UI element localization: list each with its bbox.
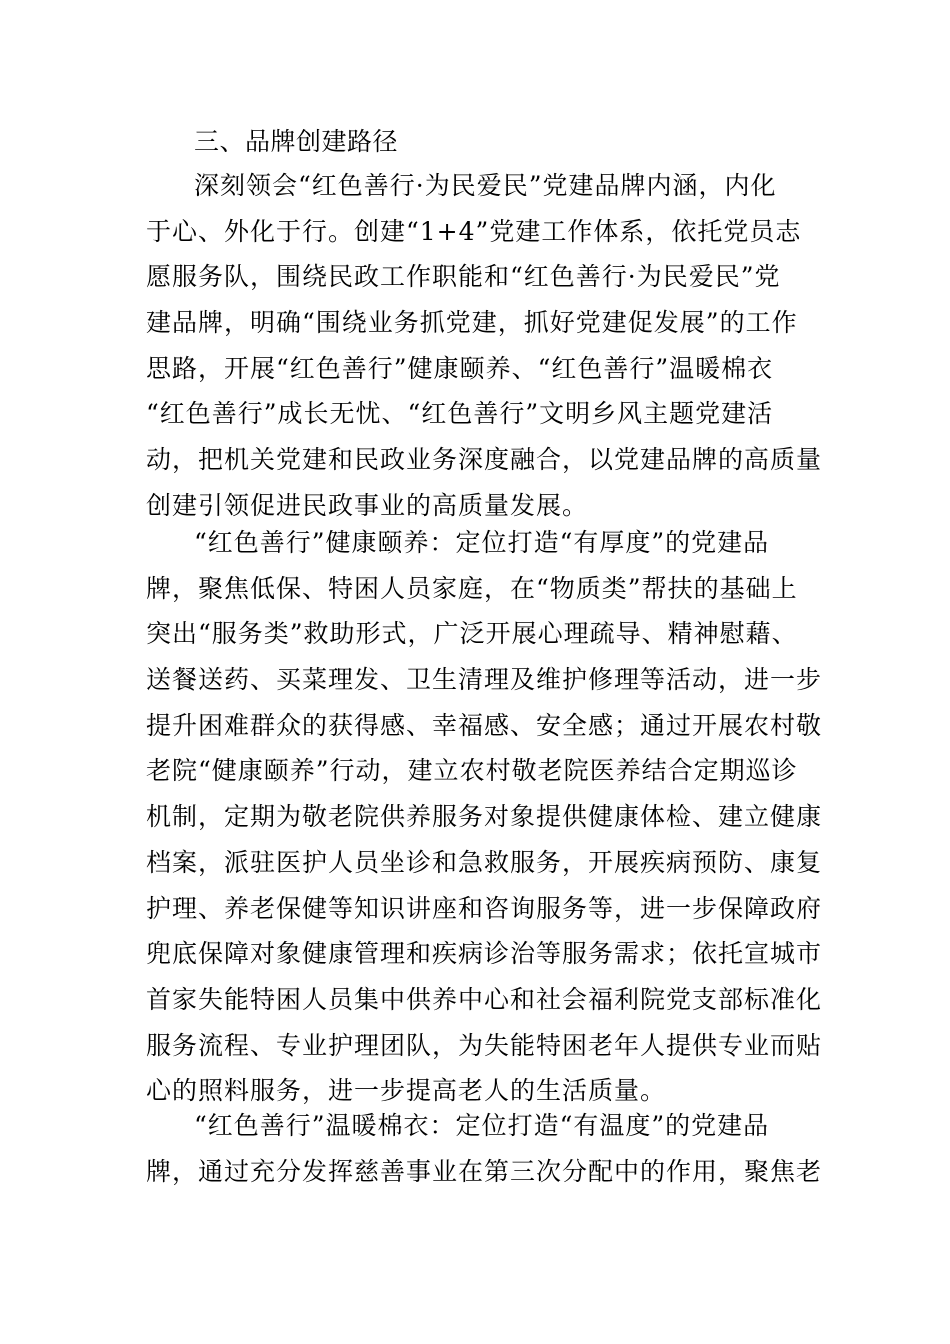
paragraph-line: 护理、养老保健等知识讲座和咨询服务等，进一步保障政府 xyxy=(146,893,823,923)
paragraph-line: 思路，开展“红色善行”健康颐养、“红色善行”温暖棉衣 xyxy=(146,353,774,383)
paragraph-line: 提升困难群众的获得感、幸福感、安全感；通过开展农村敬 xyxy=(146,710,823,740)
paragraph-line: 档案，派驻医护人员坐诊和急救服务，开展疾病预防、康复 xyxy=(146,847,823,877)
paragraph-line: 牌，聚焦低保、特困人员家庭，在“物质类”帮扶的基础上 xyxy=(146,573,798,603)
paragraph-line: 首家失能特困人员集中供养中心和社会福利院党支部标准化 xyxy=(146,984,823,1014)
paragraph-line: 老院“健康颐养”行动，建立农村敬老院医养结合定期巡诊 xyxy=(146,756,798,786)
paragraph-line: 兜底保障对象健康管理和疾病诊治等服务需求；依托宣城市 xyxy=(146,939,823,969)
paragraph-line: “红色善行”成长无忧、“红色善行”文明乡风主题党建活 xyxy=(146,399,774,429)
paragraph-line: 于心、外化于行。创建“1+4”党建工作体系，依托党员志 xyxy=(146,216,802,246)
paragraph-brand-creation xyxy=(146,163,823,529)
paragraph-line: 动，把机关党建和民政业务深度融合，以党建品牌的高质量 xyxy=(146,445,823,475)
paragraph-line: 服务流程、专业护理团队，为失能特困老年人提供专业而贴 xyxy=(146,1030,823,1060)
paragraph-line: 深刻领会“红色善行·为民爱民”党建品牌内涵，内化 xyxy=(194,171,777,200)
paragraph-line: 创建引领促进民政事业的高质量发展。 xyxy=(146,490,589,520)
paragraph-warm-clothing xyxy=(146,1103,823,1194)
section-heading: 三、品牌创建路径 xyxy=(194,127,399,156)
paragraph-line: 机制，定期为敬老院供养服务对象提供健康体检、建立健康 xyxy=(146,802,823,832)
paragraph-line: 送餐送药、买菜理发、卫生清理及维护修理等活动，进一步 xyxy=(146,665,823,695)
paragraph-line: 突出“服务类”救助形式，广泛开展心理疏导、精神慰藉、 xyxy=(146,619,798,649)
paragraph-line: 愿服务队，围绕民政工作职能和“红色善行·为民爱民”党 xyxy=(146,262,781,292)
paragraph-line: “红色善行”健康颐养：定位打造“有厚度”的党建品 xyxy=(194,528,770,557)
paragraph-line: 牌，通过充分发挥慈善事业在第三次分配中的作用，聚焦老 xyxy=(146,1156,823,1186)
paragraph-health-care xyxy=(146,520,823,1114)
paragraph-line: 心的照料服务，进一步提高老人的生活质量。 xyxy=(146,1076,667,1106)
paragraph-line: 建品牌，明确“围绕业务抓党建，抓好党建促发展”的工作 xyxy=(146,308,798,338)
paragraph-line: “红色善行”温暖棉衣：定位打造“有温度”的党建品 xyxy=(194,1111,770,1140)
